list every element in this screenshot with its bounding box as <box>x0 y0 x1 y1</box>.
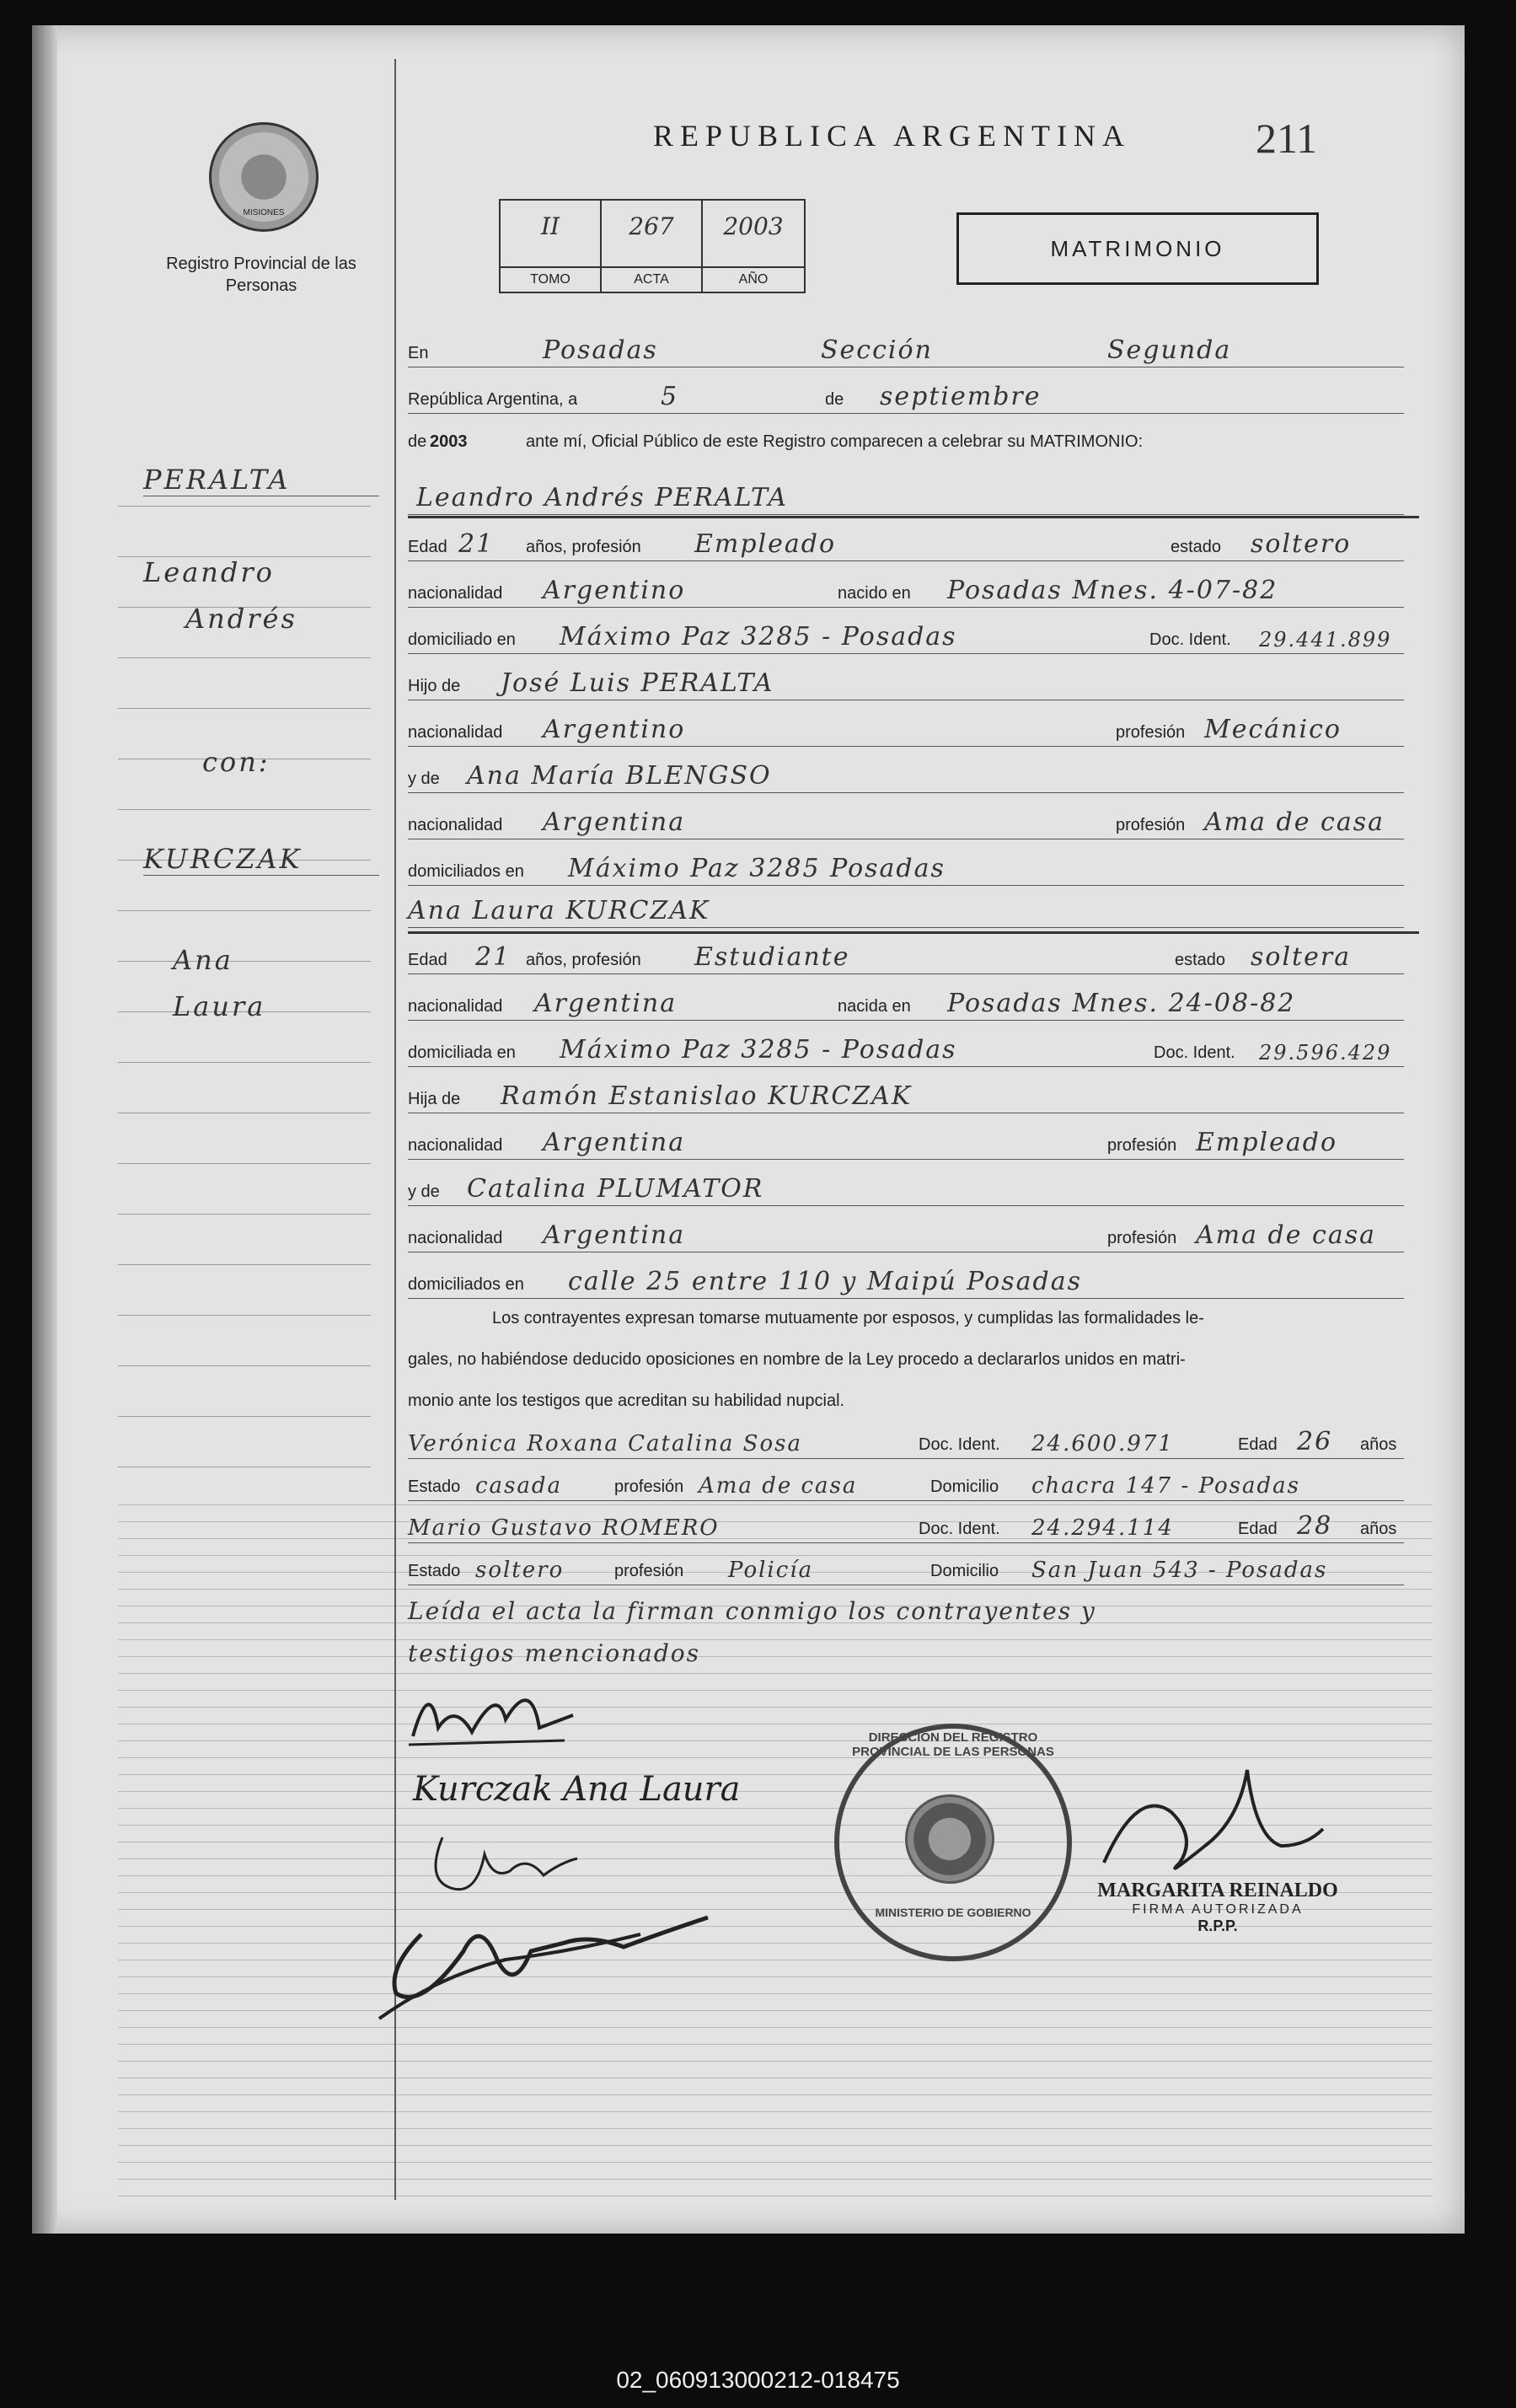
margin-line <box>118 506 371 507</box>
day-value: 5 <box>661 382 679 411</box>
bride-mother-prof: Ama de casa <box>1196 1220 1376 1250</box>
label: domiciliado en <box>408 630 516 649</box>
row-groom-parents-dom <box>408 851 1404 886</box>
closing-line-2: gales, no habiéndose deducido oposiciones en nombre de la Ley procedo a declararlos unidos en matri- <box>408 1350 1186 1369</box>
label: Doc. Ident. <box>1149 630 1231 649</box>
separator <box>408 516 1419 518</box>
margin-line <box>118 1416 371 1417</box>
closing-paragraph <box>408 1298 1402 1422</box>
footer-code: 02_060913000212-018475 <box>616 2367 900 2393</box>
bride-estado: soltera <box>1251 942 1352 972</box>
stamp-seal-icon <box>905 1794 994 1884</box>
section-name: Segunda <box>1107 335 1232 365</box>
official-block <box>1079 1880 1357 1935</box>
row-bride-name <box>408 893 1404 928</box>
groom-estado: soltero <box>1251 529 1352 559</box>
label: profesión <box>1107 1136 1177 1155</box>
label: de <box>408 432 427 451</box>
bride-parents-dom: calle 25 entre 110 y Maipú Posadas <box>568 1267 1082 1296</box>
acta-label: ACTA <box>602 266 701 292</box>
groom-birth: Posadas Mnes. 4-07-82 <box>947 576 1278 605</box>
row-final-1 <box>408 1593 1404 1627</box>
label: Doc. Ident. <box>919 1520 1000 1538</box>
witness1-doc: 24.600.971 <box>1031 1431 1174 1456</box>
label: nacionalidad <box>408 584 503 603</box>
witness2-age: 28 <box>1297 1511 1333 1541</box>
margin-line <box>118 1062 371 1063</box>
seal-label: MISIONES <box>243 208 285 217</box>
country-title: REPUBLICA ARGENTINA <box>653 119 1132 153</box>
groom-father-prof: Mecánico <box>1204 715 1342 744</box>
label: domiciliada en <box>408 1043 516 1062</box>
row-witness2-details <box>408 1551 1404 1585</box>
closing-line-1: Los contrayentes expresan tomarse mutuamente por esposos, y cumplidas las formalidades le- <box>492 1309 1204 1327</box>
provincial-seal-icon <box>209 122 319 232</box>
witness1-domicile: chacra 147 - Posadas <box>1031 1473 1300 1499</box>
label: profesión <box>614 1562 684 1580</box>
row-groom-nat <box>408 573 1404 608</box>
margin-line <box>118 1264 371 1265</box>
witness2-domicile: San Juan 543 - Posadas <box>1031 1558 1328 1583</box>
final-text-2: testigos mencionados <box>408 1639 700 1667</box>
row-bride-father-nat <box>408 1125 1404 1160</box>
row-bride-mother <box>408 1172 1404 1206</box>
official-signature <box>1070 1753 1340 1888</box>
witness2-profession: Policía <box>728 1558 814 1583</box>
row-bride-father <box>408 1079 1404 1113</box>
bride-birth: Posadas Mnes. 24-08-82 <box>947 989 1296 1018</box>
acta-cell <box>602 201 703 292</box>
groom-name: Leandro Andrés PERALTA <box>416 483 789 512</box>
label: nacionalidad <box>408 816 503 834</box>
label: República Argentina, a <box>408 390 578 409</box>
groom-domicile: Máximo Paz 3285 - Posadas <box>560 622 957 652</box>
statement-text: ante mí, Oficial Público de este Registro comparecen a celebrar su MATRIMONIO: <box>526 432 1144 451</box>
label: domiciliados en <box>408 1275 524 1294</box>
witness1-age: 26 <box>1297 1427 1333 1456</box>
witness1-profession: Ama de casa <box>699 1473 858 1499</box>
tomo-cell <box>501 201 602 292</box>
groom-father: José Luis PERALTA <box>501 668 774 698</box>
label: profesión <box>614 1478 684 1496</box>
label: estado <box>1175 951 1226 969</box>
bride-doc: 29.596.429 <box>1259 1041 1392 1065</box>
row-groom-age <box>408 527 1404 561</box>
sidebar-name-bride-1: Ana <box>173 944 233 976</box>
acta-value: 267 <box>629 212 674 240</box>
row-statement <box>408 421 1404 455</box>
groom-mother: Ana María BLENGSO <box>467 761 772 791</box>
tomo-value: II <box>540 212 560 240</box>
section-value: Sección <box>821 335 933 365</box>
groom-mother-nat: Argentina <box>543 807 686 837</box>
row-groom-name <box>408 480 1404 515</box>
bride-name: Ana Laura KURCZAK <box>408 896 710 925</box>
bride-mother-nat: Argentina <box>543 1220 686 1250</box>
label: Hija de <box>408 1090 461 1108</box>
label: y de <box>408 1183 440 1201</box>
label: años, profesión <box>526 538 641 556</box>
margin-line <box>118 809 371 810</box>
month-value: septiembre <box>880 382 1042 411</box>
sidebar-name-bride-2: Laura <box>173 990 266 1022</box>
row-bride-dom <box>408 1032 1404 1067</box>
label: Estado <box>408 1478 461 1496</box>
label: nacido en <box>838 584 911 603</box>
separator <box>408 931 1419 934</box>
page-number: 211 <box>1256 115 1318 162</box>
label: nacionalidad <box>408 1229 503 1247</box>
row-witness1-details <box>408 1467 1404 1501</box>
witness1-signature <box>426 1829 594 1905</box>
bride-mother: Catalina PLUMATOR <box>467 1174 764 1204</box>
label: profesión <box>1116 816 1186 834</box>
label: Edad <box>408 538 447 556</box>
label: nacionalidad <box>408 997 503 1016</box>
groom-signature <box>404 1669 590 1762</box>
stamp-outer-text: DIRECCION DEL REGISTRO PROVINCIAL DE LAS PERSONAS <box>852 1730 1054 1759</box>
row-bride-age <box>408 940 1404 974</box>
witness2-doc: 24.294.114 <box>1031 1515 1174 1541</box>
sidebar-con: con: <box>202 746 271 778</box>
label: profesión <box>1107 1229 1177 1247</box>
tomo-label: TOMO <box>501 266 600 292</box>
margin-line <box>118 657 371 658</box>
bride-father-prof: Empleado <box>1196 1128 1338 1157</box>
final-text-1: Leída el acta la firman conmigo los contrayentes y <box>408 1597 1096 1625</box>
row-bride-parents-dom <box>408 1264 1404 1299</box>
label: estado <box>1170 538 1222 556</box>
row-groom-mother-nat <box>408 805 1404 839</box>
groom-profession: Empleado <box>694 529 837 559</box>
margin-line <box>118 910 371 911</box>
label: Doc. Ident. <box>1154 1043 1235 1062</box>
label: años, profesión <box>526 951 641 969</box>
groom-age: 21 <box>458 529 495 559</box>
bride-age: 21 <box>475 942 512 972</box>
witness2-signature <box>371 1901 725 2035</box>
book-binding <box>32 25 57 2234</box>
witness2-estado: soltero <box>475 1558 565 1583</box>
label: domiciliados en <box>408 862 524 881</box>
row-bride-nat <box>408 986 1404 1021</box>
margin-line <box>118 1214 371 1215</box>
bride-nationality: Argentina <box>534 989 678 1018</box>
groom-father-nat: Argentino <box>543 715 686 744</box>
label: profesión <box>1116 723 1186 742</box>
label: En <box>408 344 429 362</box>
margin-line <box>118 1163 371 1164</box>
label: años <box>1360 1435 1397 1454</box>
official-org: R.P.P. <box>1197 1917 1238 1934</box>
label: Hijo de <box>408 677 461 695</box>
label: de <box>825 390 844 409</box>
sidebar-name-groom-2: Andrés <box>185 603 297 635</box>
groom-nationality: Argentino <box>543 576 686 605</box>
label: nacionalidad <box>408 1136 503 1155</box>
margin-line <box>118 708 371 709</box>
registry-stamp <box>834 1724 1072 1961</box>
bride-father: Ramón Estanislao KURCZAK <box>501 1081 913 1111</box>
label: Domicilio <box>930 1478 999 1496</box>
label: Doc. Ident. <box>919 1435 1000 1454</box>
label: años <box>1360 1520 1397 1538</box>
ano-label: AÑO <box>703 266 804 292</box>
groom-mother-prof: Ama de casa <box>1204 807 1385 837</box>
bride-father-nat: Argentina <box>543 1128 686 1157</box>
row-groom-dom <box>408 619 1404 654</box>
sidebar-name-groom-1: Leandro <box>143 556 275 588</box>
official-name: MARGARITA REINALDO <box>1097 1880 1338 1901</box>
bride-profession: Estudiante <box>694 942 850 972</box>
margin-rule <box>394 59 396 2200</box>
margin-line <box>118 1365 371 1366</box>
year-value: 2003 <box>430 432 468 451</box>
sidebar-surname-bride: KURCZAK <box>143 843 379 876</box>
witness2-name: Mario Gustavo ROMERO <box>408 1515 720 1541</box>
row-date <box>408 379 1404 414</box>
official-title: FIRMA AUTORIZADA <box>1132 1902 1304 1917</box>
label: Domicilio <box>930 1562 999 1580</box>
groom-doc: 29.441.899 <box>1259 628 1392 652</box>
margin-line <box>118 1315 371 1316</box>
groom-parents-dom: Máximo Paz 3285 Posadas <box>568 854 945 883</box>
bride-domicile: Máximo Paz 3285 - Posadas <box>560 1035 957 1065</box>
document-type: MATRIMONIO <box>956 212 1319 285</box>
witness1-estado: casada <box>475 1473 563 1499</box>
row-place <box>408 333 1404 367</box>
label: Edad <box>408 951 447 969</box>
label: nacionalidad <box>408 723 503 742</box>
row-bride-mother-nat <box>408 1218 1404 1252</box>
row-witness1 <box>408 1424 1404 1459</box>
label: Edad <box>1238 1435 1278 1454</box>
label: Edad <box>1238 1520 1278 1538</box>
sidebar-surname-groom: PERALTA <box>143 464 379 496</box>
label: nacida en <box>838 997 911 1016</box>
ano-cell <box>703 201 804 292</box>
registry-name: Registro Provincial de las Personas <box>166 255 356 295</box>
row-final-2 <box>408 1635 1404 1669</box>
label: y de <box>408 770 440 788</box>
stamp-inner-text: MINISTERIO DE GOBIERNO <box>875 1906 1031 1919</box>
ano-value: 2003 <box>723 212 784 240</box>
place-value: Posadas <box>543 335 658 365</box>
row-groom-mother <box>408 759 1404 793</box>
record-box <box>499 199 806 293</box>
label: Estado <box>408 1562 461 1580</box>
row-witness2 <box>408 1509 1404 1543</box>
closing-line-3: monio ante los testigos que acreditan su habilidad nupcial. <box>408 1392 845 1410</box>
row-groom-father <box>408 666 1404 700</box>
witness1-name: Verónica Roxana Catalina Sosa <box>408 1431 802 1456</box>
row-groom-father-nat <box>408 712 1404 747</box>
bride-signature: Kurczak Ana Laura <box>413 1770 741 1809</box>
